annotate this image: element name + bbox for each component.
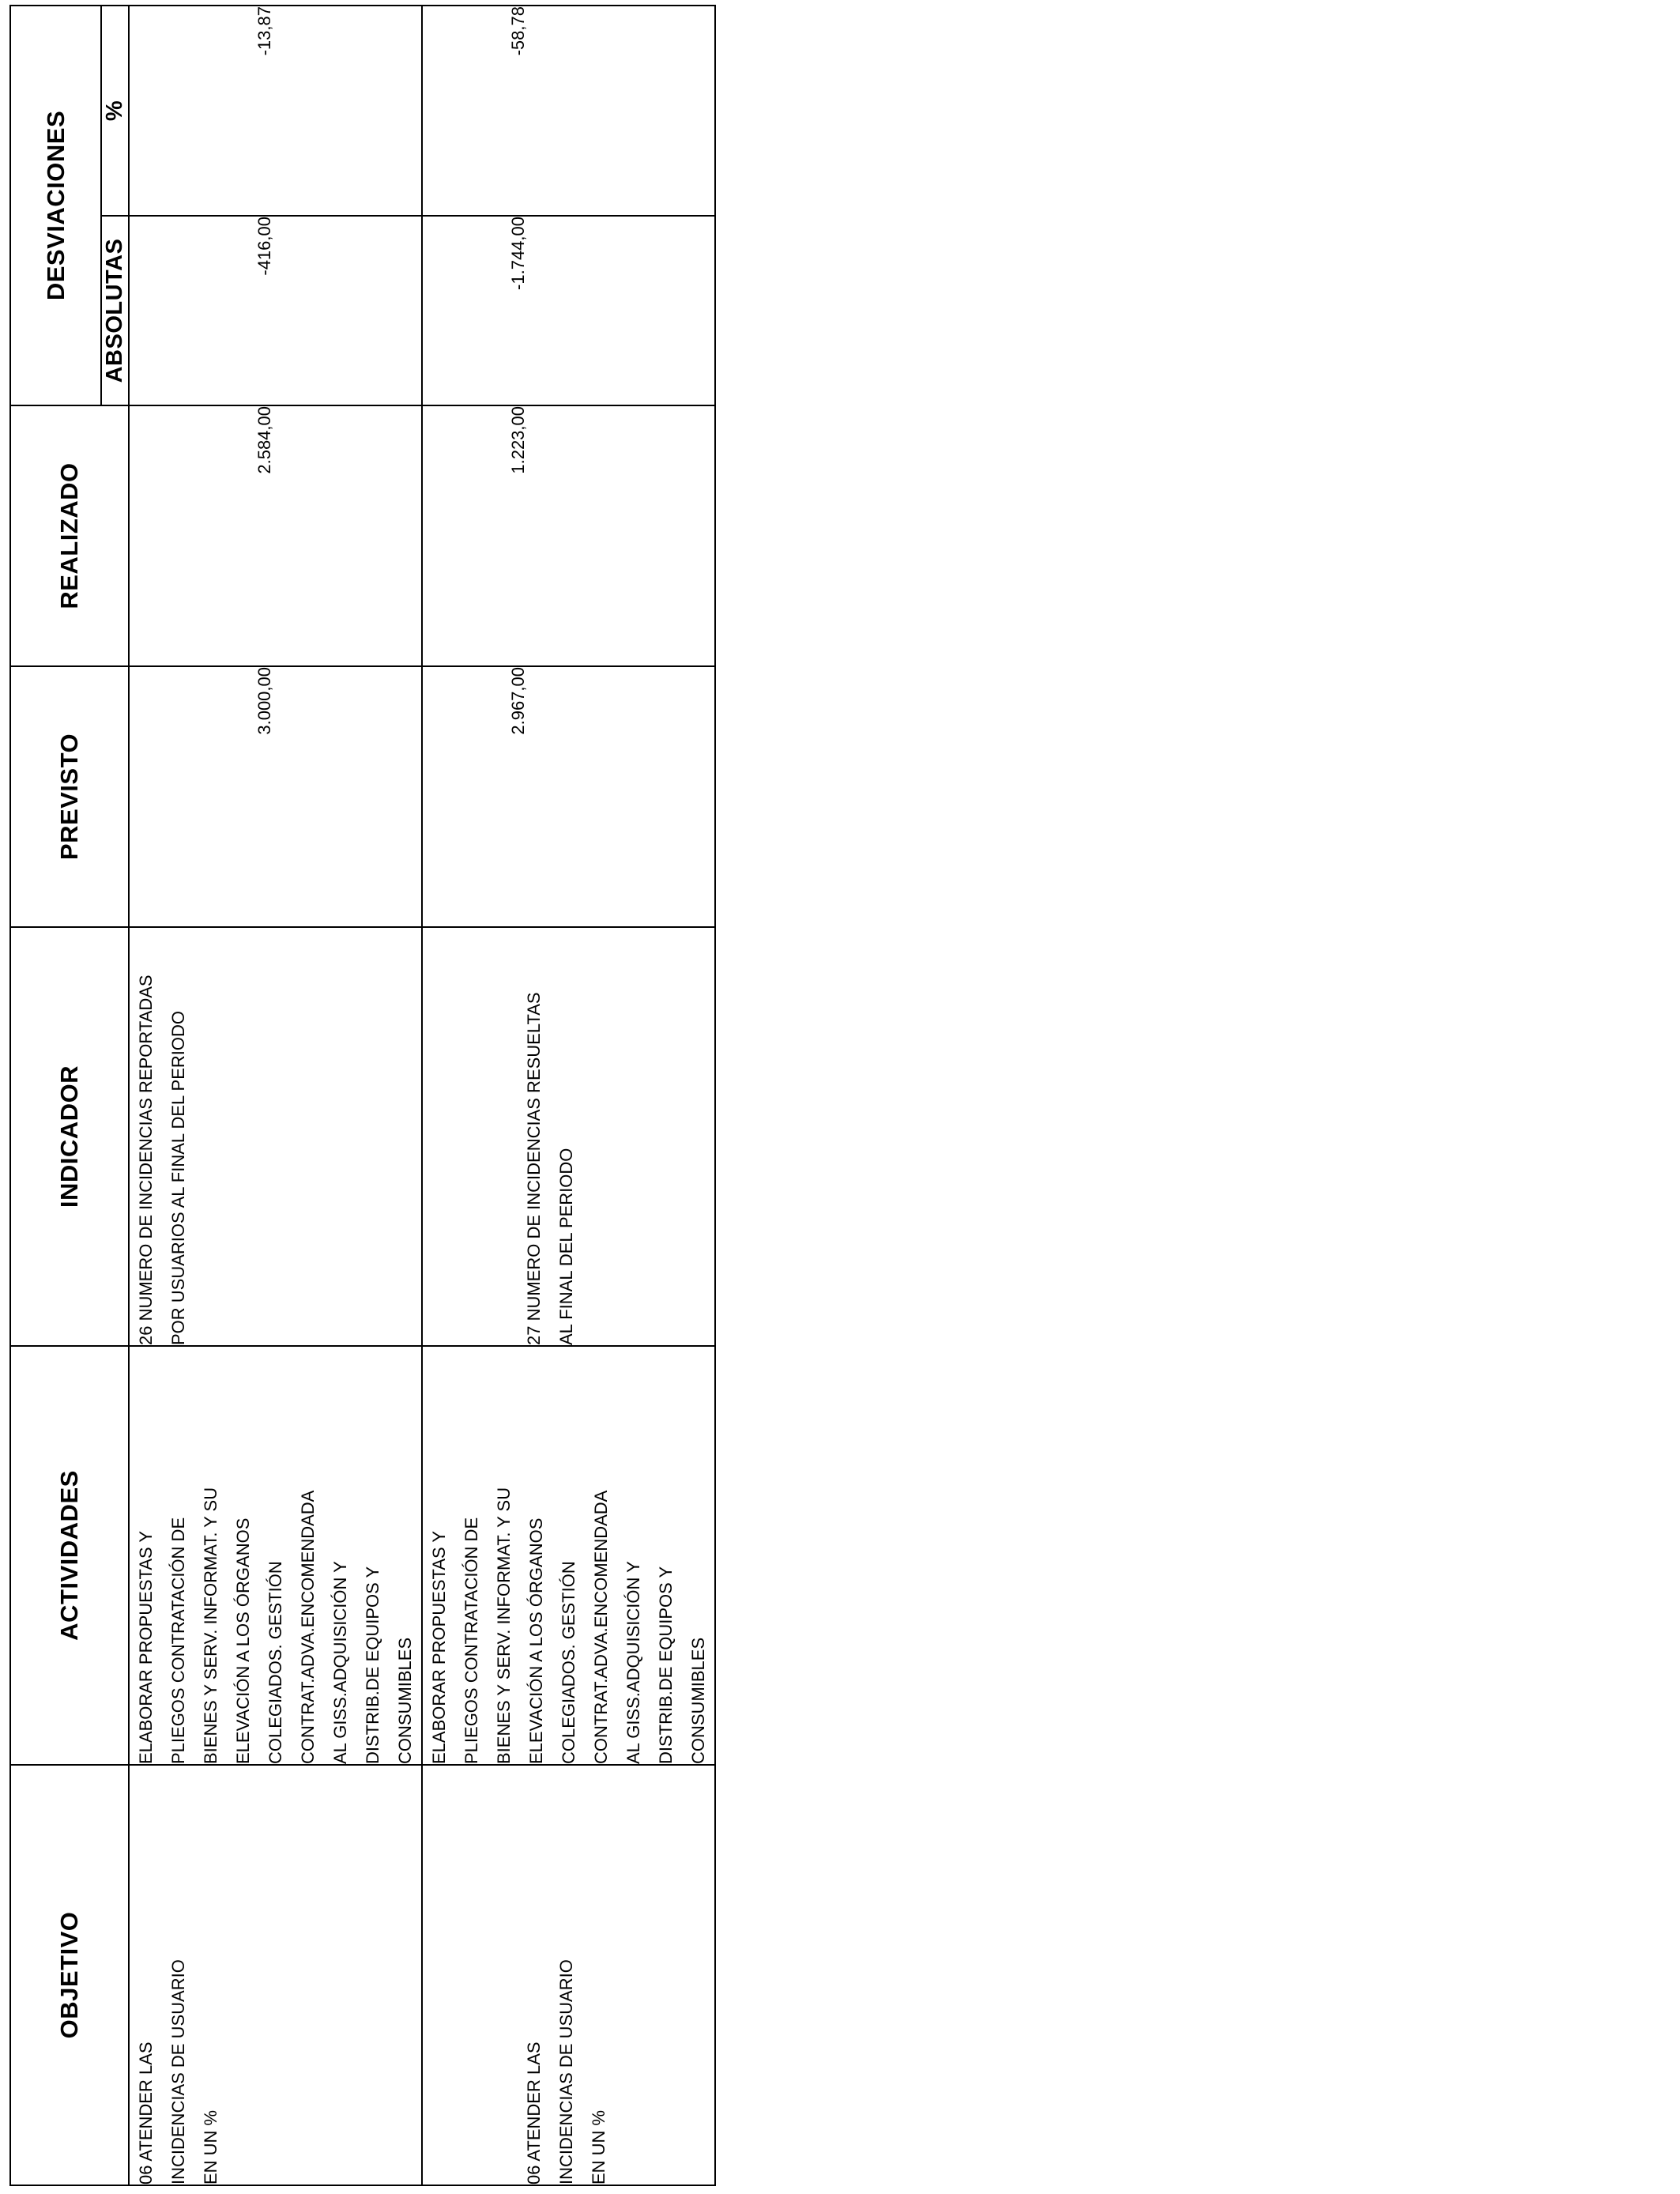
indicador-cell	[129, 927, 422, 1346]
realizado-value: 1.223,00	[508, 406, 528, 474]
actividades-text: ELABORAR PROPUESTAS Y PLIEGOS CONTRATACIÓN DE BIENES Y SERV. INFORMAT. Y SU ELEVACIÓN A LOS ÓRGANOS COLEGIADOS. GESTIÓN CONTRAT.ADVA.ENCOMENDADA AL GISS.ADQUISICIÓN Y DISTRIB.DE EQUIPOS Y CONSUMIBLES	[136, 1487, 415, 1764]
absolutas-value: -1.744,00	[508, 217, 528, 290]
header-row-top	[10, 6, 101, 2185]
absolutas-header: ABSOLUTAS	[101, 216, 129, 405]
indicador-header: INDICADOR	[10, 927, 129, 1346]
porcentaje-cell	[422, 6, 715, 216]
actividades-text: ELABORAR PROPUESTAS Y PLIEGOS CONTRATACIÓN DE BIENES Y SERV. INFORMAT. Y SU ELEVACIÓN A LOS ÓRGANOS COLEGIADOS. GESTIÓN CONTRAT.ADVA.ENCOMENDADA AL GISS.ADQUISICIÓN Y DISTRIB.DE EQUIPOS Y CONSUMIBLES	[429, 1487, 708, 1764]
realizado-cell	[129, 405, 422, 666]
indicators-table	[9, 5, 716, 2186]
desviaciones-header: DESVIACIONES	[10, 6, 101, 405]
absolutas-cell	[129, 216, 422, 405]
actividades-cell	[422, 1346, 715, 1765]
actividades-header: ACTIVIDADES	[10, 1346, 129, 1765]
objetivo-cell	[129, 1765, 422, 2185]
absolutas-cell	[422, 216, 715, 405]
objetivo-cell	[422, 1765, 715, 2185]
previsto-header: PREVISTO	[10, 666, 129, 927]
indicador-text: 27 NUMERO DE INCIDENCIAS RESUELTAS AL FINAL DEL PERIODO	[524, 992, 576, 1345]
porcentaje-header: %	[101, 6, 129, 216]
porcentaje-cell	[129, 6, 422, 216]
previsto-cell	[129, 666, 422, 927]
previsto-value: 3.000,00	[254, 667, 274, 735]
realizado-value: 2.584,00	[254, 406, 274, 474]
objetivo-header: OBJETIVO	[10, 1765, 129, 2185]
porcentaje-value: -13,87	[254, 6, 274, 56]
table-row	[129, 6, 422, 2185]
objetivo-text: 06 ATENDER LAS INCIDENCIAS DE USUARIO EN UN %	[524, 1959, 608, 2185]
table-row	[422, 6, 715, 2185]
realizado-header: REALIZADO	[10, 405, 129, 666]
indicador-text: 26 NUMERO DE INCIDENCIAS REPORTADAS POR USUARIOS AL FINAL DEL PERIODO	[136, 974, 188, 1345]
previsto-value: 2.967,00	[508, 667, 528, 735]
realizado-cell	[422, 405, 715, 666]
objetivo-text: 06 ATENDER LAS INCIDENCIAS DE USUARIO EN UN %	[136, 1959, 220, 2185]
actividades-cell	[129, 1346, 422, 1765]
porcentaje-value: -58,78	[508, 6, 528, 56]
absolutas-value: -416,00	[254, 217, 274, 276]
previsto-cell	[422, 666, 715, 927]
indicador-cell	[422, 927, 715, 1346]
